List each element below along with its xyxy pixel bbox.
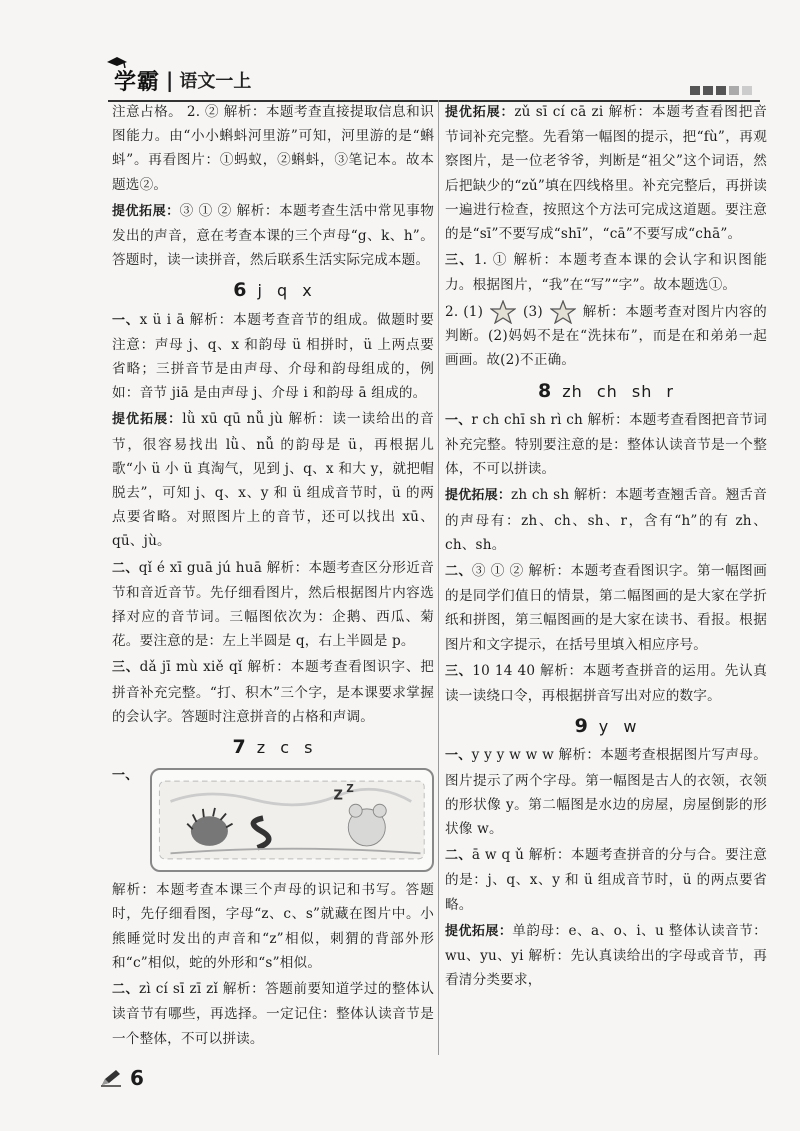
answer-paragraph: 解析：本题考查本课三个声母的识记和书写。答题时，先仔细看图，字母“z、c、s”就藏在图片中。小熊睡觉时发出的声音和“z”相似，刺猬的背部外形和“c”相似，蛇的外形和“s”相似。 <box>112 882 434 971</box>
star-icon <box>490 300 516 324</box>
answer-paragraph: 一、y y y w w w 解析：本题考查根据图片写声母。图片提示了两个字母。第一幅图是古人的衣领，衣领的形状像 y。第二幅图是水边的房屋，房屋倒影的形状像 w。 <box>445 747 767 837</box>
answer-paragraph: 2. (1) (3) 解析：本题考查对图片内容的判断。(2)妈妈不是在“洗抹布”，而是在和弟弟一起画画。故(2)不正确。 <box>445 300 767 373</box>
brand-name: 学霸 <box>114 69 161 95</box>
answer-paragraph: 三、dǎ jī mù xiě qǐ 解析：本题考查看图识字、把拼音补充完整。“打、积木”三个字，是本课要求掌握的会认字。答题时注意拼音的占格和声调。 <box>112 659 435 725</box>
svg-text:Z: Z <box>346 784 355 796</box>
answer-paragraph: 一、x ü i ā 解析：本题考查音节的组成。做题时要注意：声母 j、q、x 和韵母 ü 相拼时，ü 上两点要省略；三拼音节是由声母、介母和韵母组成的，例如：音节 jiā 是由声母 j、介母 i 和韵母 ā 组成的。 <box>112 311 434 402</box>
answer-paragraph: 二、ā w q ǔ 解析：本题考查拼音的分与合。要注意的是：j、q、x、y 和 ü 组成音节时，ü 的两点要省略。 <box>445 847 767 913</box>
column-divider <box>438 100 439 1055</box>
subject-title: 语文一上 <box>179 71 252 92</box>
answer-paragraph: 提优拓展：zh ch sh 解析：本题考查翘舌音。翘舌音的声母有：zh、ch、sh、r，含有“h”的有 zh、ch、sh。 <box>445 487 767 553</box>
section-title-8: 8 zh ch sh r <box>537 379 675 402</box>
answer-paragraph: 二、qǐ é xī guā jú huā 解析：本题考查区分形近音节和音近音节。先仔细看图片，然后根据图片内容选择对应的音节词。三幅图依次为：企鹅、西瓜、菊花。要注意的是：左上半圆是 q，右上半圆是 p。 <box>112 559 434 650</box>
answer-paragraph: 二、zì cí sī zī zǐ 解析：答题前要知道学过的整体认读音节有哪些，再选择。一定记住：整体认读音节是一个整体，不可以拼读。 <box>112 981 434 1047</box>
pencil-icon <box>100 1069 122 1087</box>
page-header <box>108 64 760 100</box>
header-decoration <box>690 86 752 95</box>
answer-paragraph: 提优拓展：单韵母：e、a、o、i、u 整体认读音节：wu、yu、yi 解析：先认真读给出的字母或音节，再看清分类要求， <box>445 922 767 989</box>
right-column <box>445 100 767 994</box>
svg-text:Z: Z <box>333 788 344 804</box>
answer-paragraph: 一、r ch chī sh rì ch 解析：本题考查看图把音节词补充完整。特别要注意的是：整体认读音节是一个整体，不可以拼读。 <box>445 411 767 478</box>
answer-paragraph: 二、③ ① ② 解析：本题考查看图识字。第一幅图画的是同学们值日的情景，第二幅图画的是大家在学折纸和拼图，第三幅图画的是大家在读书、看报。根据图片和文字提示，在括号里填入相应序号。 <box>445 562 768 653</box>
hedgehog-illustration <box>150 768 434 872</box>
answer-paragraph: 三、10 14 40 解析：本题考查拼音的运用。先认真读一读绕口令，再根据拼音写出对应的数字。 <box>445 662 767 704</box>
page-footer <box>100 1066 144 1090</box>
left-column <box>112 100 434 1053</box>
answer-paragraph: 注意占格。 2. ② 解析：本题考查直接提取信息和识图能力。由“小小蝌蚪河里游”可知，河里游的是“蝌蚪”。再看图片：①蚂蚁，②蝌蚪，③笔记本。故本题选②。 <box>112 104 434 193</box>
section-title-7: 7 z c s <box>232 736 314 759</box>
section-title-6: 6 j q x <box>233 279 313 302</box>
star-icon <box>550 300 576 324</box>
answer-paragraph: 提优拓展：zǔ sī cí cā zi 解析：本题考查看图把音节词补充完整。先看第一幅图的提示，把“fù”，再观察图片，是一位老爷爷，判断是“祖父”这个词语，然后把缺少的“zǔ”填在四线格里。补充完整后，再拼读一遍进行检查，按照这个方法可完成这道题。要注意的是“sī”不要写成“shī”，“cā”不要写成“chā”。 <box>445 104 767 243</box>
answer-paragraph: 三、1. ① 解析：本题考查本课的会认字和识图能力。根据图片，“我”在“写”“字”。故本题选①。 <box>445 252 767 294</box>
brand-logo <box>114 66 251 94</box>
answer-paragraph: 提优拓展：lǜ xū qū nǚ jù 解析：读一读给出的音节，很容易找出 lǜ、nǚ 的韵母是 ü，再根据儿歌“小 ü 小 ü 真淘气，见到 j、q、x 和大 y，就把帽脱去”，可知 j、q、x、y 和 ü 组成音节时，ü 的两点要省略。对照图片上的音节，还可以找出 xū、qū、jù。 <box>112 411 434 550</box>
section-title-9: 9 y w <box>574 715 638 738</box>
header-separator: | <box>166 68 174 92</box>
page-number: 6 <box>130 1066 144 1090</box>
answer-paragraph: 提优拓展：③ ① ② 解析：本题考查生活中常见事物发出的声音，意在考查本课的三个声母“g、k、h”。答题时，读一读拼音，然后联系生活实际完成本题。 <box>112 202 434 269</box>
extension-label: 提优拓展： <box>112 203 180 219</box>
illustration-row: 一、 Z Z <box>112 764 434 878</box>
